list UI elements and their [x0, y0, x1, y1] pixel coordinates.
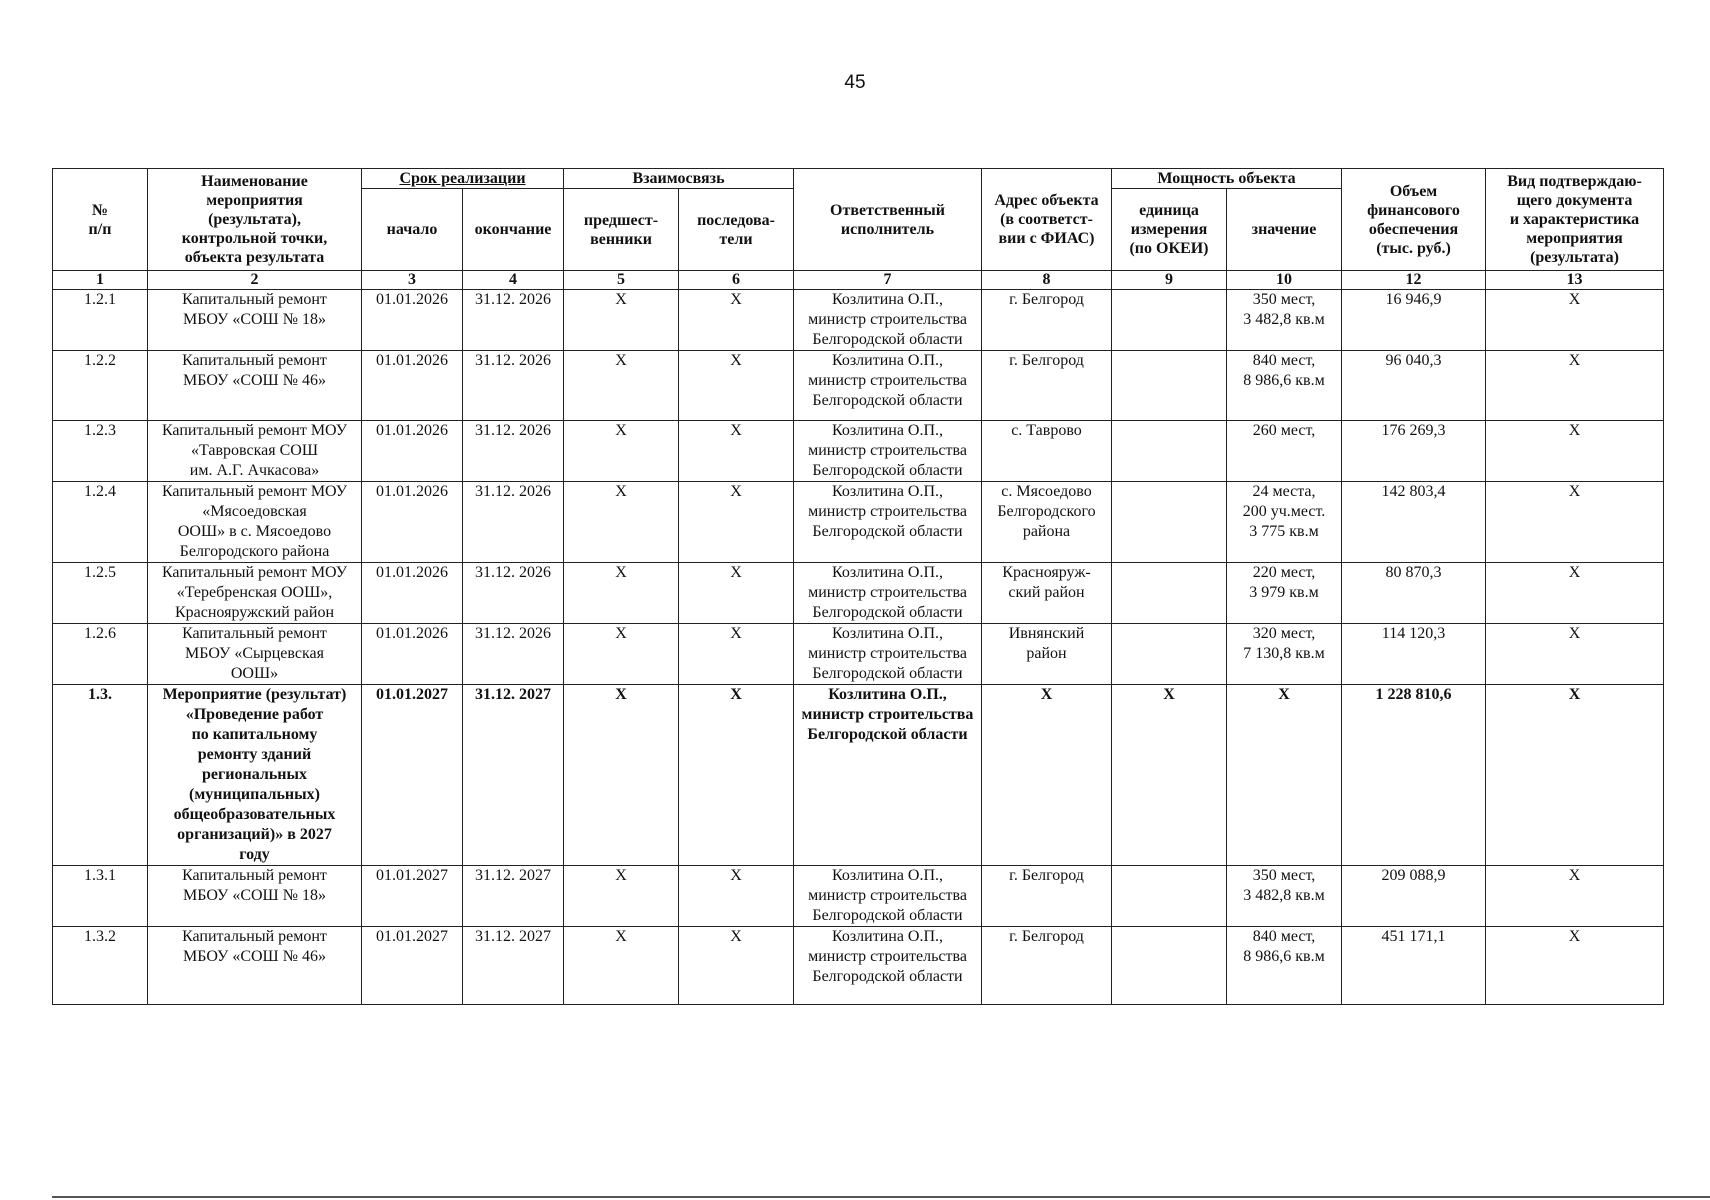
row-responsible-cell: [794, 421, 982, 482]
row-start-cell: 01.01.2026: [362, 290, 463, 351]
text-line: Наименование: [201, 173, 308, 190]
text-line: 840 мест,: [1252, 352, 1316, 369]
row-finance-cell: 16 946,9: [1342, 290, 1486, 351]
row-unit-cell: [1112, 351, 1227, 421]
row-predecessors-cell: X: [564, 482, 679, 563]
column-number: 8: [982, 271, 1112, 290]
text-line: ремонту зданий: [197, 746, 312, 763]
row-responsible-cell: [794, 290, 982, 351]
header-finance: [1342, 169, 1486, 271]
column-number: 5: [564, 271, 679, 290]
row-number-cell: 1.2.6: [53, 624, 148, 685]
row-document-cell: X: [1486, 290, 1664, 351]
text-line: ский район: [1008, 584, 1085, 601]
row-finance-cell: 1 228 810,6: [1342, 685, 1486, 866]
text-line: Вид подтверждаю-: [1507, 173, 1642, 190]
text-line: 24 места,: [1252, 483, 1316, 500]
text-line: п/п: [88, 220, 112, 238]
column-number: 4: [463, 271, 564, 290]
text-line: мероприятия: [1526, 230, 1623, 247]
column-number: 10: [1227, 271, 1342, 290]
row-responsible-cell: [794, 866, 982, 927]
header-capacity: Мощность объекта: [1112, 169, 1342, 189]
row-number-cell: 1.2.3: [53, 421, 148, 482]
row-address-cell: [982, 482, 1112, 563]
row-start-cell: 01.01.2026: [362, 624, 463, 685]
column-number: 7: [794, 271, 982, 290]
text-line: г. Белгород: [1009, 352, 1084, 369]
text-line: Объем: [1389, 182, 1438, 200]
row-number-cell: 1.3.1: [53, 866, 148, 927]
text-line: Белгородской области: [812, 392, 963, 409]
row-capacity-value-cell: [1227, 482, 1342, 563]
row-finance-cell: 80 870,3: [1342, 563, 1486, 624]
text-line: по капитальному: [191, 726, 318, 743]
text-line: Капитальный ремонт: [182, 867, 327, 884]
header-capacity-value: значение: [1227, 189, 1342, 271]
header-period-start: начало: [362, 189, 463, 271]
text-line: году: [239, 846, 270, 863]
text-line: последова-: [697, 211, 775, 229]
text-line: организаций)» в 2027: [177, 826, 332, 843]
text-line: предшест-: [583, 211, 659, 229]
text-line: Белгородского района: [179, 543, 330, 560]
row-end-cell: 31.12. 2027: [463, 685, 564, 866]
row-number-cell: 1.3.2: [53, 927, 148, 1005]
row-address-cell: [982, 866, 1112, 927]
text-line: Белгородского: [997, 503, 1096, 520]
text-line: 7 130,8 кв.м: [1243, 645, 1325, 662]
header-period: Срок реализации: [362, 169, 564, 189]
header-capacity-unit: [1112, 189, 1227, 271]
text-line: региональных: [202, 766, 307, 783]
text-line: Мероприятие (результат): [162, 686, 347, 703]
row-end-cell: 31.12. 2026: [463, 421, 564, 482]
row-number-cell: 1.2.4: [53, 482, 148, 563]
column-number: 2: [148, 271, 362, 290]
table-row: [53, 421, 1664, 482]
text-line: Адрес объекта: [994, 192, 1099, 209]
text-line: район: [1026, 645, 1067, 662]
text-line: X: [1163, 686, 1175, 703]
text-line: 200 уч.мест.: [1242, 503, 1326, 520]
row-successors-cell: X: [679, 685, 794, 866]
row-number-cell: 1.2.2: [53, 351, 148, 421]
row-end-cell: 31.12. 2026: [463, 351, 564, 421]
row-document-cell: X: [1486, 563, 1664, 624]
row-unit-cell: [1112, 685, 1227, 866]
text-line: Капитальный ремонт МОУ: [161, 564, 348, 581]
text-line: 320 мест,: [1252, 625, 1316, 642]
text-line: им. А.Г. Ачкасова»: [189, 462, 320, 479]
row-capacity-value-cell: [1227, 866, 1342, 927]
text-line: 3 482,8 кв.м: [1243, 887, 1325, 904]
column-number: 9: [1112, 271, 1227, 290]
text-line: министр строительства: [808, 948, 967, 965]
text-line: Ивнянский: [1008, 625, 1085, 642]
row-start-cell: 01.01.2026: [362, 482, 463, 563]
table-body: [53, 290, 1664, 1005]
text-line: «Проведение работ: [185, 706, 324, 723]
text-line: Козлитина О.П.,: [831, 422, 944, 439]
text-line: МБОУ «СОШ № 18»: [183, 887, 326, 904]
header-address: [982, 169, 1112, 271]
row-address-cell: [982, 421, 1112, 482]
text-line: (результата),: [208, 211, 301, 228]
row-document-cell: X: [1486, 421, 1664, 482]
text-line: №: [91, 201, 109, 219]
header-link-prev: [564, 189, 679, 271]
row-successors-cell: X: [679, 421, 794, 482]
row-address-cell: [982, 351, 1112, 421]
row-document-cell: X: [1486, 866, 1664, 927]
row-address-cell: [982, 927, 1112, 1005]
text-line: X: [1278, 686, 1290, 703]
row-name-cell: [148, 624, 362, 685]
text-line: Капитальный ремонт МОУ: [161, 483, 348, 500]
text-line: Козлитина О.П.,: [828, 686, 947, 703]
row-responsible-cell: [794, 927, 982, 1005]
row-finance-cell: 176 269,3: [1342, 421, 1486, 482]
row-start-cell: 01.01.2026: [362, 421, 463, 482]
row-end-cell: 31.12. 2026: [463, 482, 564, 563]
text-line: «Мясоедовская: [202, 503, 307, 520]
row-capacity-value-cell: [1227, 351, 1342, 421]
text-line: г. Белгород: [1009, 928, 1084, 945]
text-line: министр строительства: [808, 584, 967, 601]
table-row: [53, 482, 1664, 563]
row-name-cell: [148, 290, 362, 351]
table-row: [53, 290, 1664, 351]
text-line: 350 мест,: [1252, 867, 1316, 884]
text-line: 3 979 кв.м: [1249, 584, 1319, 601]
text-line: вии с ФИАС): [998, 230, 1095, 247]
text-line: г. Белгород: [1009, 291, 1084, 308]
text-line: 8 986,6 кв.м: [1243, 948, 1325, 965]
row-predecessors-cell: X: [564, 685, 679, 866]
row-end-cell: 31.12. 2027: [463, 927, 564, 1005]
text-line: Белгородской области: [812, 907, 963, 924]
row-name-cell: [148, 866, 362, 927]
row-responsible-cell: [794, 351, 982, 421]
text-line: г. Белгород: [1009, 867, 1084, 884]
text-line: щего документа: [1516, 192, 1633, 209]
row-capacity-value-cell: [1227, 685, 1342, 866]
text-line: 3 482,8 кв.м: [1243, 311, 1325, 328]
row-document-cell: X: [1486, 927, 1664, 1005]
text-line: Краснояружский район: [174, 604, 335, 621]
row-finance-cell: 142 803,4: [1342, 482, 1486, 563]
row-number-cell: 1.3.: [53, 685, 148, 866]
row-end-cell: 31.12. 2027: [463, 866, 564, 927]
text-line: единица: [1139, 202, 1199, 219]
text-line: 350 мест,: [1252, 291, 1316, 308]
row-start-cell: 01.01.2026: [362, 351, 463, 421]
header-link: Взаимосвязь: [564, 169, 794, 189]
row-start-cell: 01.01.2027: [362, 866, 463, 927]
row-end-cell: 31.12. 2026: [463, 624, 564, 685]
text-line: Капитальный ремонт МОУ: [161, 422, 348, 439]
bottom-rule: [52, 1196, 1710, 1198]
text-line: МБОУ «СОШ № 46»: [183, 372, 326, 389]
text-line: 8 986,6 кв.м: [1243, 372, 1325, 389]
row-capacity-value-cell: [1227, 927, 1342, 1005]
text-line: измерения: [1130, 221, 1208, 238]
row-unit-cell: [1112, 927, 1227, 1005]
row-capacity-value-cell: [1227, 624, 1342, 685]
column-numbers-row: [53, 271, 1664, 290]
column-number: 13: [1486, 271, 1664, 290]
text-line: Белгородской области: [807, 726, 968, 743]
text-line: Козлитина О.П.,: [831, 291, 944, 308]
row-unit-cell: [1112, 624, 1227, 685]
row-successors-cell: X: [679, 351, 794, 421]
text-line: МБОУ «СОШ № 46»: [183, 948, 326, 965]
row-successors-cell: X: [679, 624, 794, 685]
text-line: тели: [719, 230, 753, 248]
header-link-next: [679, 189, 794, 271]
row-document-cell: X: [1486, 685, 1664, 866]
text-line: 3 775 кв.м: [1249, 523, 1319, 540]
text-line: объекта результата: [184, 249, 325, 266]
text-line: министр строительства: [808, 442, 967, 459]
text-line: мероприятия: [206, 192, 303, 209]
row-unit-cell: [1112, 866, 1227, 927]
row-start-cell: 01.01.2027: [362, 685, 463, 866]
row-predecessors-cell: X: [564, 563, 679, 624]
text-line: ООШ»: [230, 665, 279, 682]
row-number-cell: 1.2.1: [53, 290, 148, 351]
row-unit-cell: [1112, 482, 1227, 563]
text-line: финансового: [1367, 201, 1460, 219]
text-line: Капитальный ремонт: [182, 625, 327, 642]
text-line: с. Мясоедово: [1001, 483, 1092, 500]
row-name-cell: [148, 482, 362, 563]
row-unit-cell: [1112, 563, 1227, 624]
text-line: венники: [590, 230, 652, 248]
header-period-end: окончание: [463, 189, 564, 271]
row-address-cell: [982, 563, 1112, 624]
row-end-cell: 31.12. 2026: [463, 290, 564, 351]
row-predecessors-cell: X: [564, 927, 679, 1005]
row-predecessors-cell: X: [564, 351, 679, 421]
row-start-cell: 01.01.2027: [362, 927, 463, 1005]
text-line: контрольной точки,: [181, 230, 328, 247]
row-finance-cell: 209 088,9: [1342, 866, 1486, 927]
text-line: Белгородской области: [812, 665, 963, 682]
text-line: общеобразовательных: [173, 806, 336, 823]
row-finance-cell: 451 171,1: [1342, 927, 1486, 1005]
text-line: исполнитель: [840, 220, 935, 238]
text-line: 260 мест,: [1252, 422, 1316, 439]
row-capacity-value-cell: [1227, 563, 1342, 624]
text-line: Белгородской области: [812, 604, 963, 621]
table-row: [53, 351, 1664, 421]
row-address-cell: [982, 290, 1112, 351]
text-line: «Тавровская СОШ: [191, 442, 318, 459]
text-line: обеспечения: [1368, 220, 1459, 238]
row-end-cell: 31.12. 2026: [463, 563, 564, 624]
row-address-cell: [982, 685, 1112, 866]
header-responsible: [794, 169, 982, 271]
text-line: Капитальный ремонт: [182, 928, 327, 945]
row-name-cell: [148, 421, 362, 482]
row-name-cell: [148, 685, 362, 866]
row-successors-cell: X: [679, 866, 794, 927]
text-line: Козлитина О.П.,: [831, 928, 944, 945]
text-line: министр строительства: [808, 887, 967, 904]
text-line: Козлитина О.П.,: [831, 867, 944, 884]
row-finance-cell: 96 040,3: [1342, 351, 1486, 421]
row-unit-cell: [1112, 421, 1227, 482]
text-line: Белгородской области: [812, 523, 963, 540]
activities-table: [52, 168, 1664, 1005]
header-num: [53, 169, 148, 271]
text-line: 220 мест,: [1252, 564, 1316, 581]
text-line: ООШ» в с. Мясоедово: [177, 523, 332, 540]
text-line: министр строительства: [801, 706, 974, 723]
row-name-cell: [148, 927, 362, 1005]
row-responsible-cell: [794, 482, 982, 563]
text-line: с. Таврово: [1011, 422, 1082, 439]
text-line: (в соответст-: [1000, 211, 1093, 228]
row-document-cell: X: [1486, 351, 1664, 421]
text-line: Белгородской области: [812, 462, 963, 479]
table-row: [53, 927, 1664, 1005]
row-successors-cell: X: [679, 563, 794, 624]
text-line: МБОУ «СОШ № 18»: [183, 311, 326, 328]
text-line: министр строительства: [808, 503, 967, 520]
text-line: Капитальный ремонт: [182, 352, 327, 369]
row-document-cell: X: [1486, 624, 1664, 685]
table-row: [53, 685, 1664, 866]
text-line: Краснояруж-: [1002, 564, 1091, 581]
text-line: Козлитина О.П.,: [831, 625, 944, 642]
table-row: [53, 563, 1664, 624]
row-predecessors-cell: X: [564, 290, 679, 351]
text-line: Капитальный ремонт: [182, 291, 327, 308]
row-predecessors-cell: X: [564, 421, 679, 482]
row-document-cell: X: [1486, 482, 1664, 563]
row-successors-cell: X: [679, 482, 794, 563]
text-line: 840 мест,: [1252, 928, 1316, 945]
text-line: МБОУ «Сырцевская: [185, 645, 324, 662]
row-responsible-cell: [794, 624, 982, 685]
text-line: Белгородской области: [812, 331, 963, 348]
row-unit-cell: [1112, 290, 1227, 351]
text-line: Белгородской области: [812, 968, 963, 985]
table-row: [53, 624, 1664, 685]
row-predecessors-cell: X: [564, 624, 679, 685]
text-line: Козлитина О.П.,: [831, 483, 944, 500]
text-line: и характеристика: [1509, 211, 1640, 228]
text-line: Ответственный: [830, 201, 945, 219]
table-row: [53, 866, 1664, 927]
text-line: министр строительства: [808, 311, 967, 328]
row-start-cell: 01.01.2026: [362, 563, 463, 624]
text-line: «Теребренская ООШ»,: [176, 584, 333, 601]
header-document: [1486, 169, 1664, 271]
row-number-cell: 1.2.5: [53, 563, 148, 624]
text-line: (муниципальных): [189, 786, 320, 803]
row-predecessors-cell: X: [564, 866, 679, 927]
row-capacity-value-cell: [1227, 290, 1342, 351]
row-address-cell: [982, 624, 1112, 685]
row-responsible-cell: [794, 685, 982, 866]
page-number: 45: [844, 72, 866, 93]
column-number: 3: [362, 271, 463, 290]
text-line: министр строительства: [808, 645, 967, 662]
text-line: (тыс. руб.): [1376, 239, 1451, 257]
text-line: (по ОКЕИ): [1129, 240, 1209, 257]
row-name-cell: [148, 351, 362, 421]
text-line: X: [1040, 686, 1053, 703]
column-number: 6: [679, 271, 794, 290]
text-line: района: [1022, 523, 1071, 540]
row-finance-cell: 114 120,3: [1342, 624, 1486, 685]
row-capacity-value-cell: [1227, 421, 1342, 482]
row-name-cell: [148, 563, 362, 624]
text-line: (результата): [1530, 249, 1619, 266]
row-successors-cell: X: [679, 290, 794, 351]
header-name: [148, 169, 362, 271]
row-successors-cell: X: [679, 927, 794, 1005]
column-number: 12: [1342, 271, 1486, 290]
text-line: Козлитина О.П.,: [831, 564, 944, 581]
text-line: министр строительства: [808, 372, 967, 389]
text-line: Козлитина О.П.,: [831, 352, 944, 369]
row-responsible-cell: [794, 563, 982, 624]
column-number: 1: [53, 271, 148, 290]
